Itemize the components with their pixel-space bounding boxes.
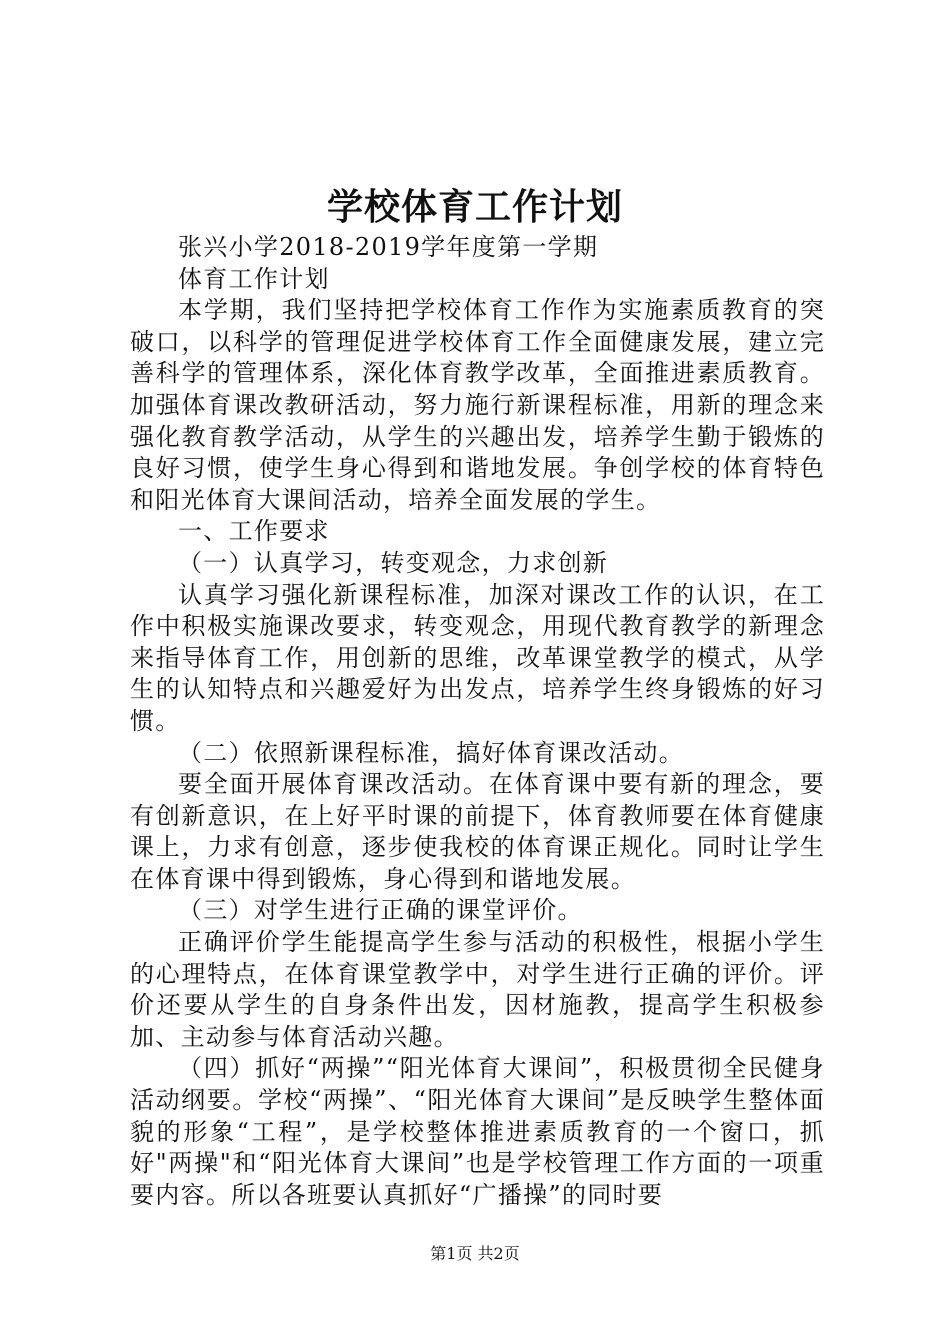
- subheading-1: （一）认真学习，转变观念，力求创新: [178, 548, 609, 577]
- paragraph-4: （四）抓好“两操”“阳光体育大课间”，积极贯彻全民健身活动纲要。学校“两操”、“阳光体育大课间”是反映学生整体面貌的形象“工程”，是学校整体推进素质教育的一个窗口，抓好"两操"和“阳光体育大课间”也是学校管理工作方面的一项重要内容。所以各班要认真抓好“广播操”的同时要: [130, 1054, 825, 1209]
- paragraph-1: 认真学习强化新课程标准，加深对课改工作的认识，在工作中积极实施课改要求，转变观念，用现代教育教学的新理念来指导体育工作，用创新的思维，改革课堂教学的模式，从学生的认知特点和兴趣爱好为出发点，培养学生终身锻炼的好习惯。: [130, 580, 825, 735]
- page-footer: 第1页 共2页: [430, 1244, 520, 1263]
- document-body: [130, 232, 825, 1211]
- subheading-3: （三）对学生进行正确的课堂评价。: [178, 896, 583, 925]
- subheading-2: （二）依照新课程标准，搞好体育课改活动。: [178, 738, 684, 767]
- paragraph-school-term: 张兴小学2018-2019学年度第一学期: [178, 233, 599, 261]
- document-title: 学校体育工作计划: [326, 186, 623, 228]
- paragraph-intro: 本学期，我们坚持把学校体育工作作为实施素质教育的突破口，以科学的管理促进学校体育工作全面健康发展，建立完善科学的管理体系，深化体育教学改革，全面推进素质教育。加强体育课改教研活动，努力施行新课程标准，用新的理念来强化教育教学活动，从学生的兴趣出发，培养学生勤于锻炼的良好习惯，使学生身心得到和谐地发展。争创学校的体育特色和阳光体育大课间活动，培养全面发展的学生。: [130, 296, 825, 514]
- paragraph-2: 要全面开展体育课改活动。在体育课中要有新的理念，要有创新意识，在上好平时课的前提下，体育教师要在体育健康课上，力求有创意，逐步使我校的体育课正规化。同时让学生在体育课中得到锻炼，身心得到和谐地发展。: [130, 770, 825, 893]
- paragraph-plan-subtitle: 体育工作计划: [178, 264, 330, 293]
- section-heading-requirements: 一、工作要求: [178, 517, 330, 546]
- paragraph-3: 正确评价学生能提高学生参与活动的积极性，根据小学生的心理特点，在体育课堂教学中，对学生进行正确的评价。评价还要从学生的自身条件出发，因材施教，提高学生积极参加、主动参与体育活动兴趣。: [130, 928, 825, 1051]
